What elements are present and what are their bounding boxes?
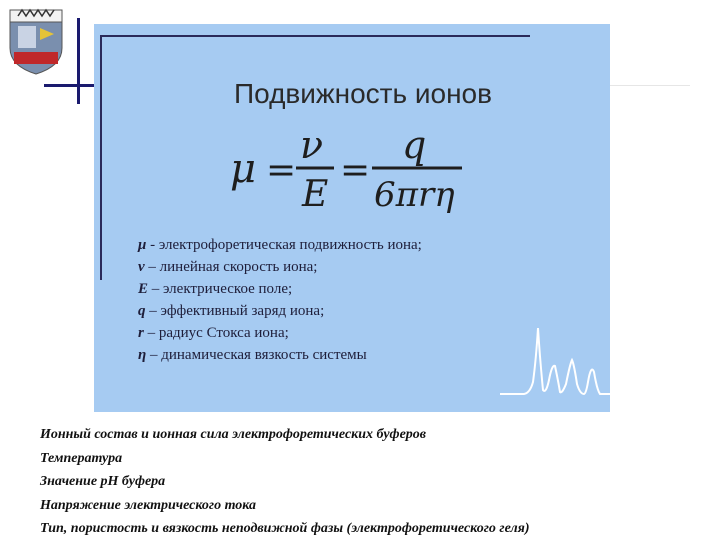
formula-eq-1: = bbox=[266, 150, 297, 191]
definition-item: q – эффективный заряд иона; bbox=[138, 303, 325, 319]
definition-item: ν – линейная скорость иона; bbox=[138, 259, 318, 275]
definition-item: r – радиус Стокса иона; bbox=[138, 325, 289, 341]
electropherogram-peaks-graphic bbox=[500, 320, 610, 400]
panel-frame-top bbox=[100, 35, 530, 37]
university-logo bbox=[4, 4, 68, 76]
factor-item: Тип, пористость и вязкость неподвижной фазы (электрофоретического геля) bbox=[40, 521, 530, 536]
slide-title bbox=[0, 78, 720, 110]
formula-E: E bbox=[302, 174, 329, 215]
definition-item: E – электрическое поле; bbox=[138, 281, 293, 297]
factor-item: Напряжение электрического тока bbox=[40, 497, 257, 513]
slide-title-text: Подвижность ионов bbox=[233, 78, 492, 109]
formula-denominator: 6πrη bbox=[374, 175, 455, 215]
formula-eq-2: = bbox=[340, 150, 371, 191]
formula-nu: ν bbox=[300, 123, 324, 167]
definition-item: η – динамическая вязкость системы bbox=[138, 347, 367, 363]
formula-mu: μ bbox=[230, 146, 256, 192]
definition-item: μ - электрофоретическая подвижность иона; bbox=[138, 237, 422, 253]
factor-item: Ионный состав и ионная сила электрофоретических буферов bbox=[40, 427, 427, 442]
formula-q: q bbox=[402, 123, 427, 167]
factor-item: Температура bbox=[40, 450, 123, 466]
panel-frame-left bbox=[100, 35, 102, 280]
definitions-list bbox=[138, 234, 558, 366]
mobility-formula bbox=[230, 124, 480, 214]
factors-list bbox=[40, 423, 700, 541]
factor-item: Значение pH буфера bbox=[40, 474, 166, 489]
